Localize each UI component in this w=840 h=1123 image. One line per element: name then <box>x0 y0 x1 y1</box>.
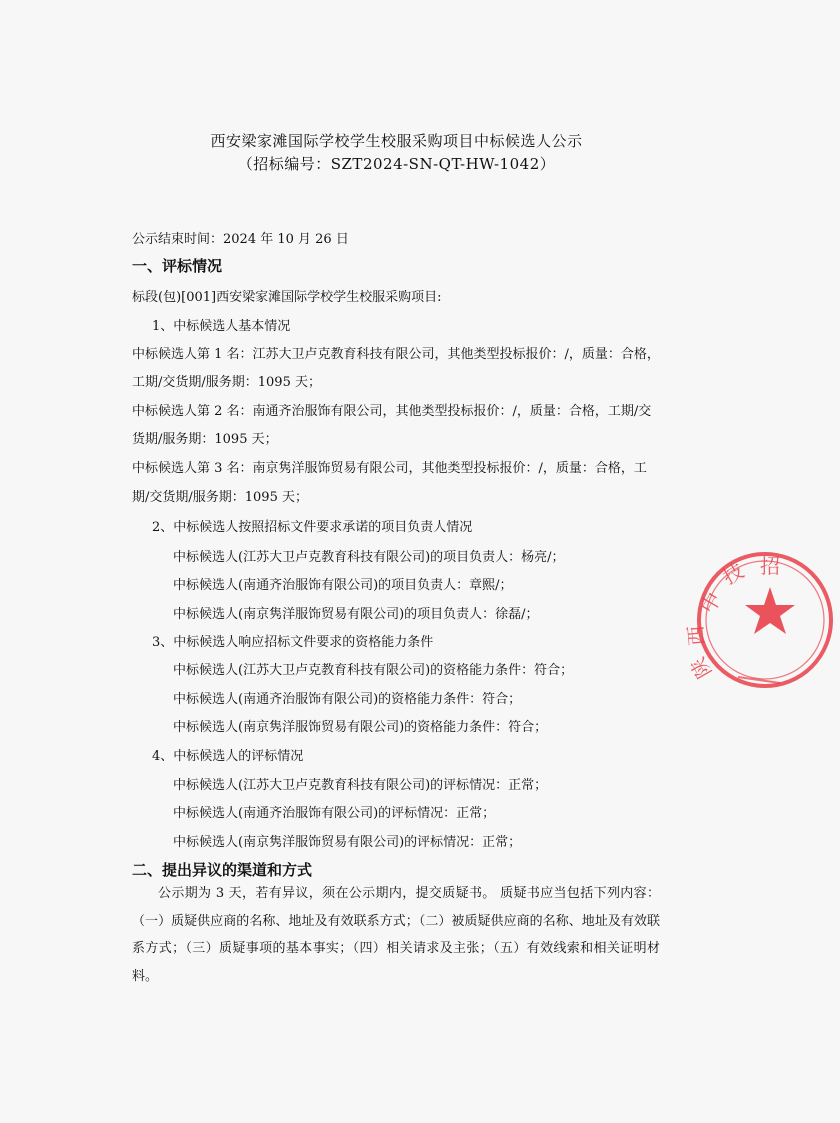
svg-text:招: 招 <box>760 554 780 578</box>
svg-text:中: 中 <box>695 588 727 618</box>
manager-line: 中标候选人(南通齐治服饰有限公司)的项目负责人：章熙/； <box>173 578 513 593</box>
objection-paragraph: 公示期为 3 天，若有异议，须在公示期内，提交质疑书。 质疑书应当包括下列内容：（一）质疑供应商的名称、地址及有效联系方式；（二）被质疑供应商的名称、地址及有效联系方式；（三）质疑事项的基本事实；（四）相关请求及主张；（五）有效线索和相关证明材料。 <box>132 886 660 984</box>
company-seal <box>683 545 840 695</box>
item-heading-3: 3、中标候选人响应招标文件要求的资格能力条件 <box>152 635 434 650</box>
qualification-line: 中标候选人(南京隽洋服饰贸易有限公司)的资格能力条件：符合； <box>173 720 548 735</box>
manager-line: 中标候选人(南京隽洋服饰贸易有限公司)的项目负责人：徐磊/； <box>173 607 539 622</box>
candidate-line: 中标候选人第 1 名：江苏大卫卢克教育科技有限公司，其他类型投标报价：/，质量：合格， <box>132 347 660 362</box>
qualification-line: 中标候选人(南通齐治服饰有限公司)的资格能力条件：符合； <box>173 692 522 707</box>
document-title: 西安梁家滩国际学校学生校服采购项目中标候选人公示 <box>210 132 583 150</box>
seal-icon <box>683 545 840 695</box>
manager-line: 中标候选人(江苏大卫卢克教育科技有限公司)的项目负责人：杨亮/； <box>173 550 565 565</box>
evaluation-line: 中标候选人(南京隽洋服饰贸易有限公司)的评标情况：正常； <box>173 835 522 850</box>
svg-text:陕: 陕 <box>685 653 717 683</box>
qualification-line: 中标候选人(江苏大卫卢克教育科技有限公司)的资格能力条件：符合； <box>173 663 574 678</box>
item-heading-4: 4、中标候选人的评标情况 <box>152 749 304 764</box>
item-heading-2: 2、中标候选人按照招标文件要求承诺的项目负责人情况 <box>152 520 473 535</box>
candidate-line: 工期/交货期/服务期：1095 天； <box>132 375 321 390</box>
section-heading-evaluation: 一、评标情况 <box>132 257 223 275</box>
candidate-line: 中标候选人第 2 名：南通齐治服饰有限公司，其他类型投标报价：/，质量：合格，工期/交 <box>132 404 652 419</box>
end-time: 公示结束时间：2024 年 10 月 26 日 <box>132 232 349 247</box>
lot-line: 标段(包)[001]西安梁家滩国际学校学生校服采购项目: <box>132 290 442 305</box>
candidate-line: 中标候选人第 3 名：南京隽洋服饰贸易有限公司，其他类型投标报价：/，质量：合格，工 <box>132 461 647 476</box>
candidate-line: 期/交货期/服务期：1095 天； <box>132 490 308 505</box>
evaluation-line: 中标候选人(江苏大卫卢克教育科技有限公司)的评标情况：正常； <box>173 778 548 793</box>
svg-text:技: 技 <box>718 558 748 590</box>
candidate-line: 货期/服务期：1095 天； <box>132 432 278 447</box>
section-heading-objection: 二、提出异议的渠道和方式 <box>132 861 313 879</box>
evaluation-line: 中标候选人(南通齐治服饰有限公司)的评标情况：正常； <box>173 806 496 821</box>
item-heading-1: 1、中标候选人基本情况 <box>152 319 291 334</box>
document-subtitle: （招标编号：SZT2024-SN-QT-HW-1042） <box>237 155 556 173</box>
svg-text:西: 西 <box>683 624 709 647</box>
